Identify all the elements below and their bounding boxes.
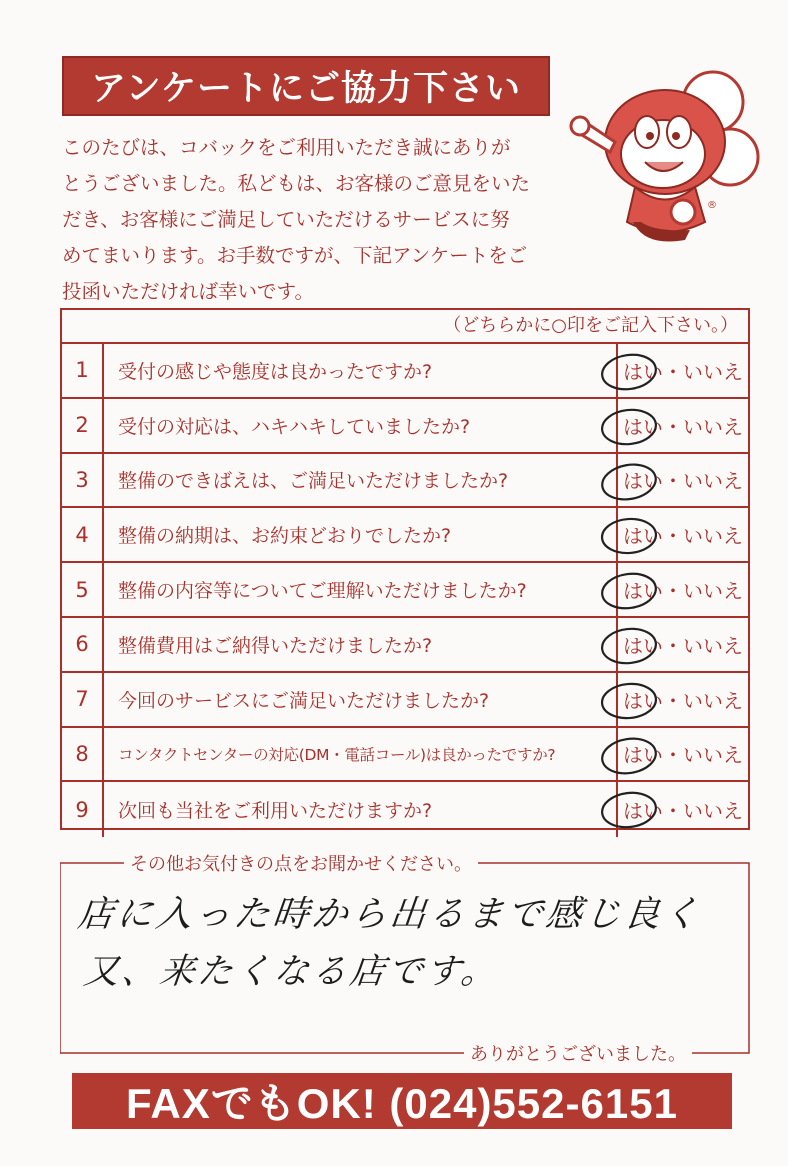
survey-title: アンケートにご協力下さい <box>91 69 521 109</box>
fax-banner <box>72 1073 732 1129</box>
survey-title-banner <box>62 56 550 116</box>
survey-row-5 <box>62 563 748 618</box>
question-number: 6 <box>62 618 104 671</box>
intro-line: だき、お客様にご満足していただけるサービスに努 <box>62 208 510 231</box>
answer-options[interactable]: はい・いいえ <box>616 618 748 671</box>
question-number: 2 <box>62 399 104 452</box>
answer-options[interactable]: はい・いいえ <box>616 673 748 726</box>
intro-line: めてまいります。お手数ですが、下記アンケートをご <box>62 244 528 267</box>
question-number: 5 <box>62 563 104 616</box>
survey-row-1 <box>62 344 748 399</box>
question-number: 9 <box>62 782 104 837</box>
thanks-text: ありがとうございました。 <box>464 1040 692 1066</box>
answer-options[interactable]: はい・いいえ <box>616 454 748 507</box>
intro-line: とうございました。私どもは、お客様のご意見をいた <box>62 172 531 195</box>
survey-row-7 <box>62 673 748 728</box>
question-text: 整備のできばえは、ご満足いただけましたか? <box>118 470 509 493</box>
question-text: 整備の納期は、お約束どおりでしたか? <box>118 525 452 548</box>
answer-options[interactable]: はい・いいえ <box>616 563 748 616</box>
survey-instruction: （どちらかに○印をご記入下さい。） <box>62 310 748 344</box>
fax-number: FAXでもOK! (024)552-6151 <box>126 1080 678 1127</box>
question-text: 整備費用はご納得いただけましたか? <box>118 634 433 657</box>
intro-line: 投函いただければ幸いです。 <box>62 280 314 303</box>
question-number: 3 <box>62 454 104 507</box>
question-text: 次回も当社をご利用いただけますか? <box>118 800 433 823</box>
answer-options[interactable]: はい・いいえ <box>616 782 748 837</box>
answer-options[interactable]: はい・いいえ <box>616 399 748 452</box>
survey-row-2 <box>62 399 748 454</box>
question-text: 今回のサービスにご満足いただけましたか? <box>118 689 490 712</box>
survey-row-8 <box>62 728 748 783</box>
mascot-character-icon <box>555 62 765 252</box>
handwritten-comment-line: 又、来たくなる店です。 <box>81 952 501 992</box>
intro-line: このたびは、コバックをご利用いただき誠にありが <box>62 136 511 159</box>
question-text: コンタクトセンターの対応(DM・電話コール)は良かったですか? <box>118 745 556 764</box>
comments-box <box>60 854 750 1065</box>
survey-row-3 <box>62 454 748 509</box>
survey-table <box>60 308 750 830</box>
survey-row-6 <box>62 618 748 673</box>
survey-row-4 <box>62 508 748 563</box>
handwritten-comment-line: 店に入った時から出るまで感じ良く <box>75 894 704 935</box>
question-text: 受付の感じや態度は良かったですか? <box>118 360 433 383</box>
registered-mark: ® <box>707 200 717 211</box>
question-text: 整備の内容等についてご理解いただけましたか? <box>118 580 527 603</box>
question-text: 受付の対応は、ハキハキしていましたか? <box>118 415 471 438</box>
answer-options[interactable]: はい・いいえ <box>616 728 748 781</box>
answer-options[interactable]: はい・いいえ <box>616 508 748 561</box>
survey-row-9 <box>62 782 748 837</box>
intro-text <box>62 130 562 310</box>
question-number: 4 <box>62 508 104 561</box>
question-number: 8 <box>62 728 104 781</box>
question-number: 1 <box>62 344 104 397</box>
comments-label: その他お気付きの点をお聞かせください。 <box>124 850 478 876</box>
question-number: 7 <box>62 673 104 726</box>
answer-options[interactable]: はい・いいえ <box>616 344 748 397</box>
